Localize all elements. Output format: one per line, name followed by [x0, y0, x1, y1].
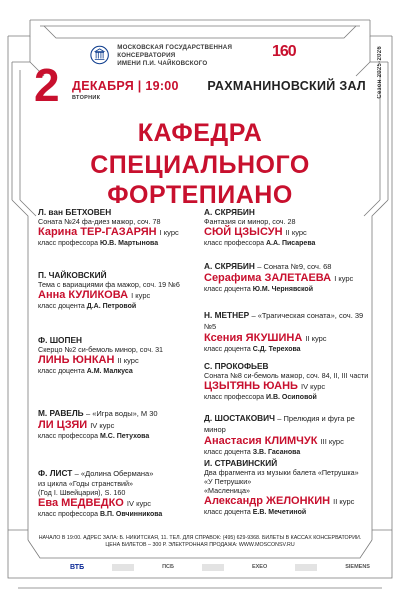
title-line1: КАФЕДРА [137, 119, 263, 147]
performer-line [204, 495, 376, 508]
teacher-line: класс профессора В.П. Овчинникова [38, 511, 163, 518]
conservatory-name-line2: ИМЕНИ П.И. ЧАЙКОВСКОГО [117, 60, 208, 67]
composer-note: – «Долина Обермана» [74, 469, 154, 478]
program-item [38, 207, 210, 248]
performer-course: II курс [333, 497, 355, 506]
performer-name: Анастасия КЛИМЧУК [204, 435, 318, 447]
sponsor-logo: EXEO [251, 564, 268, 570]
composer-note: – Прелюдия и фуга ре минор [204, 414, 355, 434]
performer-name: Ксения ЯКУШИНА [204, 332, 303, 344]
work-title: Фантазия си минор, соч. 28 [204, 217, 296, 226]
performer-line [204, 332, 376, 345]
performer-name: ЛИНЬ ЮНКАН [38, 354, 115, 366]
program-item [38, 468, 210, 519]
performer-course: II курс [117, 356, 139, 365]
work-title: Скерцо №2 си-бемоль минор, соч. 31 [38, 345, 164, 354]
performer-line [38, 354, 210, 367]
work-title: Соната №24 фа-диез мажор, соч. 78 [38, 217, 161, 226]
composer-name: П. ЧАЙКОВСКИЙ [38, 270, 107, 280]
conservatory-name [117, 44, 270, 68]
teacher-line: класс доцента С.Д. Терехова [204, 346, 301, 353]
program-item [204, 310, 376, 354]
teacher-line: класс доцента Е.В. Мечетиной [204, 509, 307, 516]
performer-name: Серафима ЗАЛЕТАЕВА [204, 272, 332, 284]
performer-course: I курс [159, 228, 179, 237]
teacher-line: класс профессора И.В. Осиповой [204, 394, 317, 401]
sponsor-logo-placeholder [202, 564, 224, 571]
performer-line [38, 419, 210, 432]
teacher-name: Ю.М. Чернявской [252, 286, 313, 293]
performer-course: III курс [320, 437, 344, 446]
program-item [204, 207, 376, 248]
teacher-line: класс профессора Ю.В. Мартынова [38, 240, 159, 247]
composer-note: – Соната №9, соч. 68 [257, 262, 332, 271]
performer-line [38, 226, 210, 239]
performer-line [204, 226, 376, 239]
program-item [204, 261, 376, 294]
event-month-time: ДЕКАБРЯ | 19:00 [72, 79, 179, 93]
teacher-name: Д.А. Петровой [86, 303, 137, 310]
event-day: 2 [34, 59, 60, 111]
event-weekday: ВТОРНИК [72, 95, 101, 101]
performer-name: Анна КУЛИКОВА [38, 289, 129, 301]
program-item [204, 413, 376, 457]
performer-course: IV курс [90, 421, 115, 430]
performer-name: Александр ЖЕЛОНКИН [204, 495, 331, 507]
performer-name: ЦЗЫТЯНЬ ЮАНЬ [204, 380, 298, 392]
composer-name: Ф. ЛИСТ – «Долина Обермана» [38, 468, 154, 478]
performer-line [204, 435, 376, 448]
teacher-name: Е.В. Мечетиной [252, 509, 307, 516]
composer-note: – «Игра воды», М 30 [85, 409, 158, 418]
sponsor-logo: SIEMENS [345, 564, 370, 570]
composer-name: Л. ван БЕТХОВЕН [38, 207, 112, 217]
work-title: Тема с вариациями фа мажор, соч. 19 №6 [38, 280, 180, 289]
performer-course: IV курс [301, 382, 326, 391]
performer-line [38, 497, 210, 510]
teacher-name: В.П. Овчинникова [100, 511, 163, 518]
performer-name: Ева МЕДВЕДКО [38, 497, 124, 509]
teacher-line: класс доцента Ю.М. Чернявской [204, 286, 313, 293]
title-line2: СПЕЦИАЛЬНОГО ФОРТЕПИАНО [90, 151, 310, 209]
season-label: Сезон 2025-2026 [377, 46, 383, 99]
composer-name: Д. ШОСТАКОВИЧ – Прелюдия и фуга ре минор [204, 413, 355, 434]
work-title: из цикла «Годы странствий» [38, 479, 134, 488]
program-item [38, 270, 210, 311]
teacher-name: А.М. Малкуса [86, 368, 133, 375]
performer-name: Карина ТЕР-ГАЗАРЯН [38, 226, 157, 238]
program-item [38, 408, 210, 441]
composer-name: Н. МЕТНЕР – «Трагическая соната», соч. 39 №5 [204, 310, 364, 331]
composer-name: И. СТРАВИНСКИЙ [204, 458, 278, 468]
teacher-line: класс доцента А.М. Малкуса [38, 368, 133, 375]
performer-line [204, 380, 376, 393]
performer-name: ЛИ ЦЗЯИ [38, 419, 88, 431]
composer-name: М. РАВЕЛЬ – «Игра воды», М 30 [38, 408, 158, 418]
performer-course: II курс [285, 228, 307, 237]
teacher-line: класс профессора М.С. Петухова [38, 433, 150, 440]
performer-name: СЮЙ ЦЗЫСУН [204, 226, 283, 238]
work-title: «У Петрушки» [204, 477, 252, 486]
sponsor-logo-placeholder [295, 564, 317, 571]
composer-name: Ф. ШОПЕН [38, 335, 82, 345]
teacher-name: З.В. Гасанова [252, 449, 301, 456]
teacher-name: М.С. Петухова [100, 433, 150, 440]
teacher-line: класс доцента З.В. Гасанова [204, 449, 301, 456]
performer-course: II курс [305, 334, 327, 343]
performer-course: I курс [131, 291, 151, 300]
program-item [38, 335, 210, 376]
work-title: Два фрагмента из музыки балета «Петрушка» [204, 468, 359, 477]
program-item [204, 361, 376, 402]
conservatory-header [90, 44, 270, 68]
teacher-name: С.Д. Терехова [252, 346, 301, 353]
sponsor-logos [70, 560, 370, 574]
performer-course: I курс [334, 274, 354, 283]
event-hall: РАХМАНИНОВСКИЙ ЗАЛ [207, 79, 366, 93]
work-title: «Масленица» [204, 486, 250, 495]
work-title: (Год I. Швейцария), S. 160 [38, 488, 126, 497]
footer-info-line1: НАЧАЛО В 19:00. АДРЕС ЗАЛА: Б. НИКИТСКАЯ, 11. ТЕЛ. ДЛЯ СПРАВОК: (495) 629-9368. БИЛЕТЫ В КАССАХ КОНСЕРВАТОРИИ. [38, 535, 362, 541]
teacher-name: И.В. Осиповой [266, 394, 317, 401]
composer-name: С. ПРОКОФЬЕВ [204, 361, 269, 371]
conservatory-emblem-icon [90, 44, 109, 66]
teacher-line: класс доцента Д.А. Петровой [38, 303, 137, 310]
performer-line [204, 272, 376, 285]
program-item [204, 458, 376, 517]
performer-course: IV курс [126, 499, 152, 508]
teacher-name: Ю.В. Мартынова [100, 240, 159, 247]
teacher-name: А.А. Писарева [266, 240, 316, 247]
anniversary-logo: 160 [272, 43, 296, 60]
work-title: Соната №8 си-бемоль мажор, соч. 84, II, III части [204, 371, 369, 380]
sponsor-logo-placeholder [112, 564, 134, 571]
composer-name: А. СКРЯБИН – Соната №9, соч. 68 [204, 261, 332, 271]
teacher-line: класс профессора А.А. Писарева [204, 240, 316, 247]
composer-note: – «Трагическая соната», соч. 39 №5 [204, 311, 364, 331]
performer-line [38, 289, 210, 302]
conservatory-name-line1: МОСКОВСКАЯ ГОСУДАРСТВЕННАЯ КОНСЕРВАТОРИЯ [117, 44, 233, 59]
sponsor-logo: ПСБ [162, 564, 174, 570]
composer-name: А. СКРЯБИН [204, 207, 255, 217]
sponsor-logo: ВТБ [70, 563, 85, 571]
footer-info-line2: ЦЕНА БИЛЕТОВ – 300 Р. ЭЛЕКТРОННАЯ ПРОДАЖА: WWW.MOSCONSV.RU [105, 542, 295, 548]
